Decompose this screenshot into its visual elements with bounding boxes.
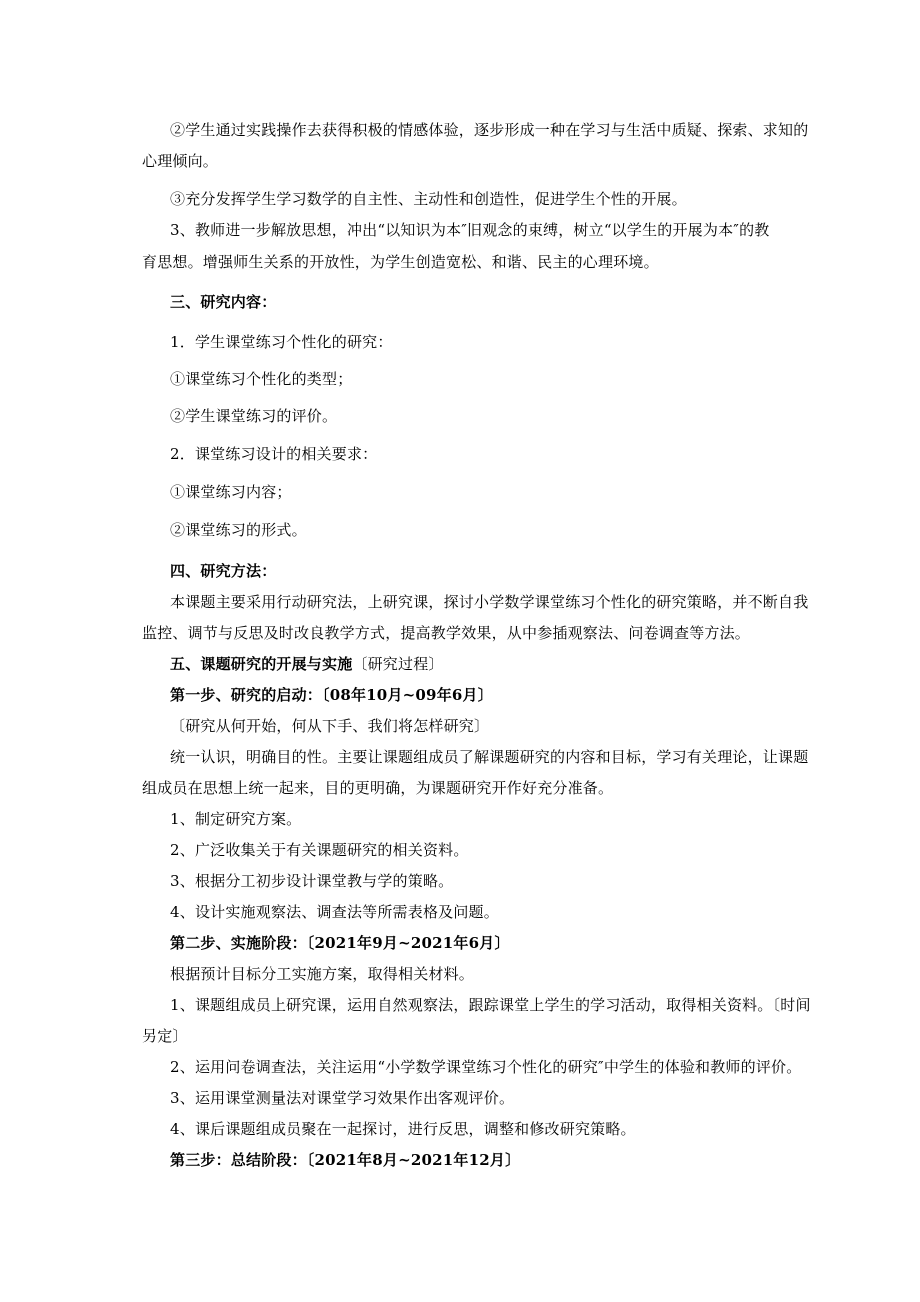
section-heading: 四、研究方法： [170, 562, 277, 580]
section-heading [170, 654, 860, 674]
paragraph-line: ②学生通过实践操作去获得积极的情感体验，逐步形成一种在学习与生活中质疑、探索、求知的 [170, 121, 809, 139]
paragraph-line: ①课堂练习内容； [170, 483, 292, 501]
step-heading: 第三步：总结阶段：〔2021年8月~2021年12月〕 [170, 1151, 521, 1169]
paragraph-line: ③充分发挥学生学习数学的自主性、主动性和创造性，促进学生个性的开展。 [170, 190, 687, 208]
paragraph-line: ②学生课堂练习的评价。 [170, 407, 338, 425]
heading-main: 五、课题研究的开展与实施 [170, 655, 353, 673]
paragraph-line: 3、教师进一步解放思想，冲出“以知识为本″旧观念的束缚，树立“以学生的开展为本″的教 [170, 221, 770, 239]
paragraph-line: 心理倾向。 [142, 152, 219, 170]
section-heading: 三、研究内容： [170, 293, 277, 311]
paragraph-line: 1、课题组成员上研究课，运用自然观察法，跟踪课堂上学生的学习活动，取得相关资料。〔时间 [170, 996, 811, 1014]
paragraph-line: 4、课后课题组成员聚在一起探讨，进行反思，调整和修改研究策略。 [170, 1120, 636, 1138]
paragraph-line: 统一认识，明确目的性。主要让课题组成员了解课题研究的内容和目标，学习有关理论，让课题 [170, 748, 809, 766]
paragraph-line: 2、广泛收集关于有关课题研究的相关资料。 [170, 841, 469, 859]
paragraph-line: 4、设计实施观察法、调查法等所需表格及问题。 [170, 903, 499, 921]
paragraph-line: 2．课堂练习设计的相关要求： [170, 445, 378, 463]
heading-suffix: 〔研究过程〕 [352, 655, 444, 673]
step-heading: 第一步、研究的启动：〔08年10月~09年6月〕 [170, 686, 493, 704]
paragraph-line: 1．学生课堂练习个性化的研究： [170, 333, 393, 351]
paragraph-line: 另定〕 [142, 1027, 188, 1045]
paragraph-line: 根据预计目标分工实施方案，取得相关材料。 [170, 965, 475, 983]
paragraph-line: 本课题主要采用行动研究法，上研究课，探讨小学数学课堂练习个性化的研究策略，并不断自我 [170, 593, 809, 611]
paragraph-line: ①课堂练习个性化的类型； [170, 370, 353, 388]
paragraph-line: ②课堂练习的形式。 [170, 521, 307, 539]
paragraph-line: 3、运用课堂测量法对课堂学习效果作出客观评价。 [170, 1089, 515, 1107]
paragraph-line: 监控、调节与反思及时改良教学方式，提高教学效果，从中参插观察法、问卷调查等方法。 [142, 624, 751, 642]
paragraph-line: 2、运用问卷调查法，关注运用“小学数学课堂练习个性化的研究″中学生的体验和教师的评价。 [170, 1058, 802, 1076]
paragraph-line: 育思想。增强师生关系的开放性，为学生创造宽松、和谐、民主的心理环境。 [142, 253, 659, 271]
paragraph-line: 组成员在思想上统一起来，目的更明确，为课题研究开作好充分准备。 [142, 779, 614, 797]
paragraph-line: 1、制定研究方案。 [170, 810, 302, 828]
step-heading: 第二步、实施阶段：〔2021年9月~2021年6月〕 [170, 934, 510, 952]
paragraph-line: 〔研究从何开始，何从下手、我们将怎样研究〕 [170, 717, 490, 735]
paragraph-line: 3、根据分工初步设计课堂教与学的策略。 [170, 872, 454, 890]
